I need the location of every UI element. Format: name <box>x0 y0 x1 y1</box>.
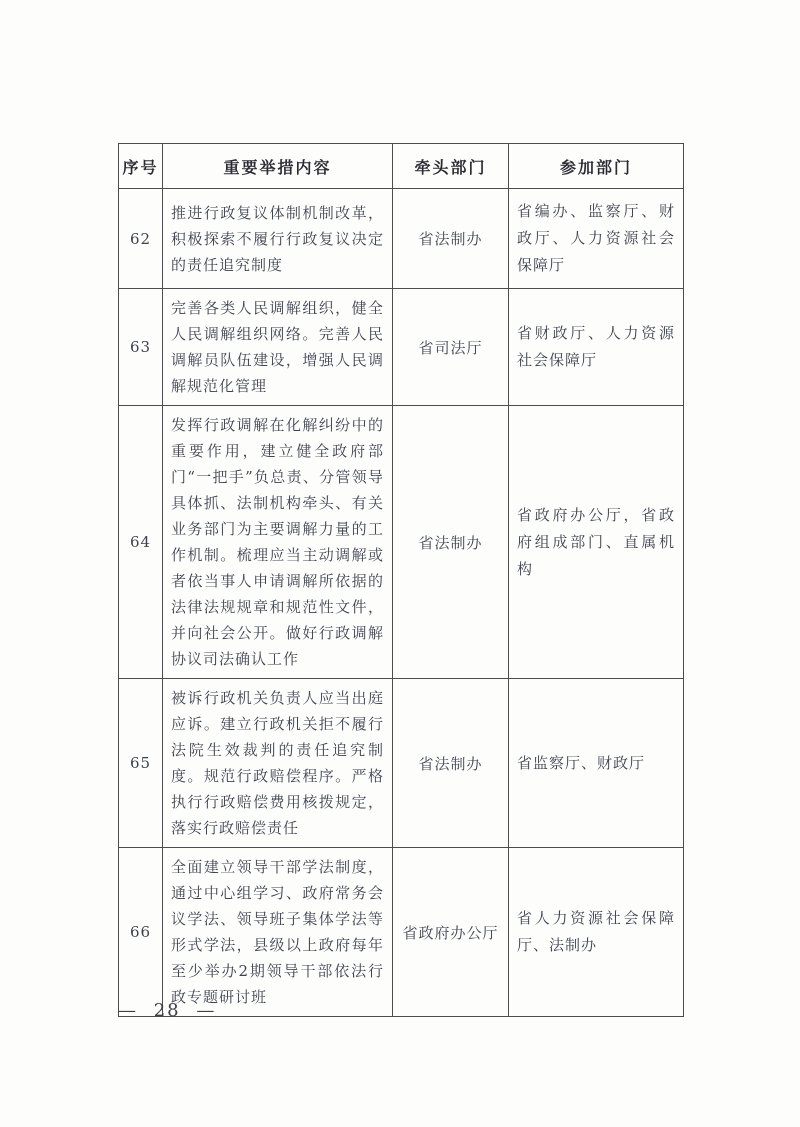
table-row <box>119 189 684 289</box>
lead-dept-cell: 省法制办 <box>393 189 509 289</box>
table-row <box>119 848 684 1017</box>
participating-dept-cell: 省财政厅、人力资源社会保障厅 <box>509 289 684 406</box>
lead-dept-cell: 省司法厅 <box>393 289 509 406</box>
participating-dept-cell: 省政府办公厅，省政府组成部门、直属机构 <box>509 406 684 679</box>
header-cell-seq-no: 序号 <box>119 144 163 189</box>
lead-dept-cell: 省政府办公厅 <box>393 848 509 1017</box>
row-number-cell: 65 <box>119 679 163 848</box>
header-cell-measure: 重要举措内容 <box>163 144 393 189</box>
measure-cell: 完善各类人民调解组织，健全人民调解组织网络。完善人民调解员队伍建设，增强人民调解规范化管理 <box>163 289 393 406</box>
participating-dept-cell: 省监察厅、财政厅 <box>509 679 684 848</box>
table-row <box>119 406 684 679</box>
row-number-cell: 66 <box>119 848 163 1017</box>
measure-cell: 全面建立领导干部学法制度，通过中心组学习、政府常务会议学法、领导班子集体学法等形式学法，县级以上政府每年至少举办2期领导干部依法行政专题研讨班 <box>163 848 393 1017</box>
row-number-cell: 64 <box>119 406 163 679</box>
table-row <box>119 289 684 406</box>
header-cell-lead-dept: 牵头部门 <box>393 144 509 189</box>
participating-dept-cell: 省人力资源社会保障厅、法制办 <box>509 848 684 1017</box>
row-number-cell: 63 <box>119 289 163 406</box>
lead-dept-cell: 省法制办 <box>393 679 509 848</box>
measure-cell: 发挥行政调解在化解纠纷中的重要作用，建立健全政府部门“一把手”负总责、分管领导具体抓、法制机构牵头、有关业务部门为主要调解力量的工作机制。梳理应当主动调解或者依当事人申请调解所依据的法律法规规章和规范性文件，并向社会公开。做好行政调解协议司法确认工作 <box>163 406 393 679</box>
header-cell-participating-dept: 参加部门 <box>509 144 684 189</box>
table-row <box>119 679 684 848</box>
page-number: — 28 — <box>118 1000 217 1021</box>
table-header-row <box>119 144 684 189</box>
measure-cell: 推进行政复议体制机制改革，积极探索不履行行政复议决定的责任追究制度 <box>163 189 393 289</box>
row-number-cell: 62 <box>119 189 163 289</box>
lead-dept-cell: 省法制办 <box>393 406 509 679</box>
participating-dept-cell: 省编办、监察厅、财政厅、人力资源社会保障厅 <box>509 189 684 289</box>
measure-cell: 被诉行政机关负责人应当出庭应诉。建立行政机关拒不履行法院生效裁判的责任追究制度。规范行政赔偿程序。严格执行行政赔偿费用核拨规定，落实行政赔偿责任 <box>163 679 393 848</box>
measures-table <box>118 143 684 1017</box>
